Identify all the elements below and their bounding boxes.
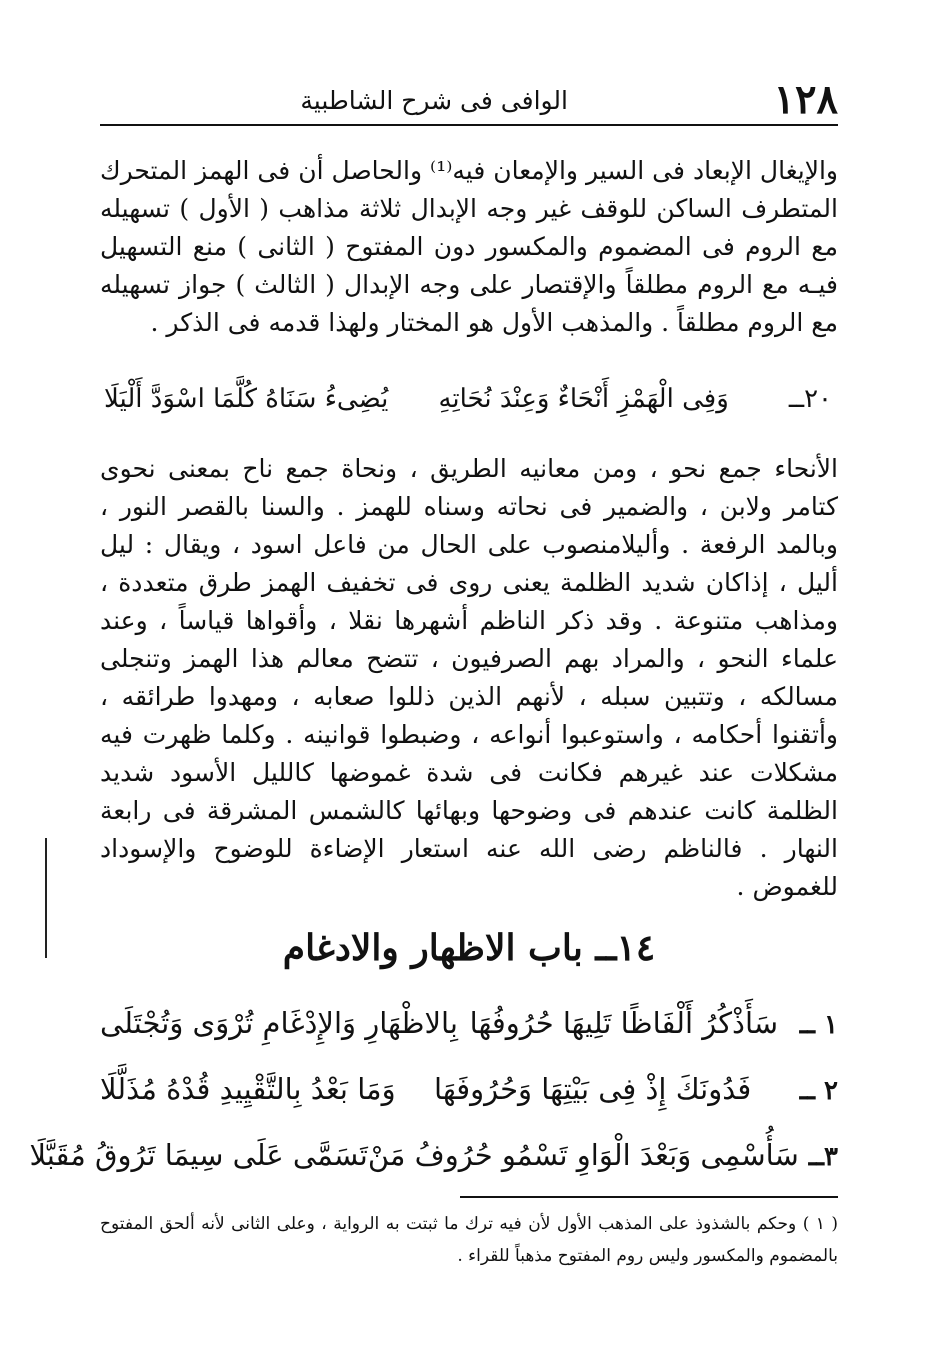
section-title: ١٤ــ باب الاظهار والادغام xyxy=(282,927,656,969)
page-header xyxy=(100,70,838,122)
verse-first-hemistich: وَفِى الْهَمْزِ أَنْحَاءٌ وَعِنْدَ نُحَاتِهِ xyxy=(438,384,729,414)
verse-second-hemistich: يُضِىءُ سَنَاهُ كُلَّمَا اسْوَدَّ أَلْيَلَا xyxy=(104,384,389,414)
poem-verses xyxy=(29,990,838,1188)
verse-second-hemistich: تَسَمَّى عَلَى سِيمَا تَرُوقُ مُقَبَّلَا xyxy=(29,1138,368,1172)
poem-verse-2 xyxy=(100,1056,838,1122)
verse-second-hemistich: بِالاظْهَارِ وَالإِدْغَامِ تُرْوَى وَتُجْتَلَى xyxy=(100,1006,458,1040)
footnote-rule xyxy=(460,1196,838,1198)
footnote-text: ( ١ ) وحكم بالشذوذ على المذهب الأول لأن فيه ترك ما ثبتت به الرواية ، وعلى الثانى لأنه ألحق المفتوح بالمضموم والمكسور وليس روم المفتوح مذهباً للقراء . xyxy=(100,1214,838,1266)
poem-verse-1 xyxy=(100,990,838,1056)
running-title: الوافى فى شرح الشاطبية xyxy=(300,86,568,115)
commentary-paragraph-2 xyxy=(100,450,838,906)
verse-line xyxy=(104,378,832,420)
paragraph-text: الأنحاء جمع نحو ، ومن معانيه الطريق ، ونحاة جمع ناح بمعنى نحوى كتامر ولابن ، والضمير فى نحاته وسناه للهمز . والسنا بالقصر النور ، وبالمد الرفعة . وأليلامنصوب على الحال من فاعل اسود ، ويقال : ليل أليل ، إذاكان شديد الظلمة يعنى روى فى تخفيف الهمز طرق متعددة ، ومذاهب متنوعة . وقد ذكر الناظم أشهرها نقلا ، وأقواها قياساً ، وعند علماء النحو ، والمراد بهم الصرفيون ، تتضح معالم هذا الهمز وتنجلى مسالكه ، وتتبين سبله ، لأنهم الذين ذللوا صعابه ، ومهدوا طرائقه ، وأتقنوا أحكامه ، واستوعبوا أنواعه ، وضبطوا قوانينه . وكلما ظهرت فيه مشكلات عند غيرهم فكانت فى شدة غموضها كالليل الأسود شديد الظلمة كانت عندهم فى وضوحها وبهائها كالشمس المشرقة فى رابعة النهار . فالناظم رضى الله عنه استعار الإضاءة للوضوح والإسوداد للغموض . xyxy=(100,454,838,901)
verse-number: ٢٠ــ xyxy=(788,384,832,414)
verse-number: ٢ ــ xyxy=(799,1076,838,1106)
verse-first-hemistich: فَدُونَكَ إِذْ فِى بَيْتِهَا وَحُرُوفَهَا xyxy=(434,1072,752,1106)
verse-20 xyxy=(104,378,832,428)
header-rule xyxy=(100,124,838,126)
verse-first-hemistich: سَأَذْكُرُ أَلْفَاظًا تَلِيهَا حُرُوفُهَا xyxy=(469,1006,779,1040)
commentary-paragraph-1 xyxy=(100,152,838,342)
footnote xyxy=(100,1208,838,1272)
page-number: ١٢٨ xyxy=(773,76,838,123)
verse-number: ٣ــ xyxy=(808,1142,838,1172)
verse-second-hemistich: وَمَا بَعْدُ بِالتَّقْيِيدِ قُدْهُ مُذَلَّلَا xyxy=(100,1072,396,1106)
verse-first-hemistich: سَأُسْمِى وَبَعْدَ الْوَاوِ تَسْمُو حُرُوفُ مَنْ xyxy=(367,1138,799,1172)
verse-number: ١ ــ xyxy=(799,1010,838,1040)
paragraph-text: والإيغال الإبعاد فى السير والإمعان فيه⁽¹⁾ والحاصل أن فى الهمز المتحرك المتطرف الساكن للوقف غير وجه الإبدال ثلاثة مذاهب ( الأول ) تسهيله مع الروم فى المضموم والمكسور دون المفتوح ( الثانى ) منع التسهيل فيـه مع الروم مطلقاً والإقتصار على وجه الإبدال ( الثالث ) جواز تسهيله مع الروم مطلقاً . والمذهب الأول هو المختار ولهذا قدمه فى الذكر . xyxy=(100,156,838,337)
poem-verse-3 xyxy=(29,1122,838,1188)
